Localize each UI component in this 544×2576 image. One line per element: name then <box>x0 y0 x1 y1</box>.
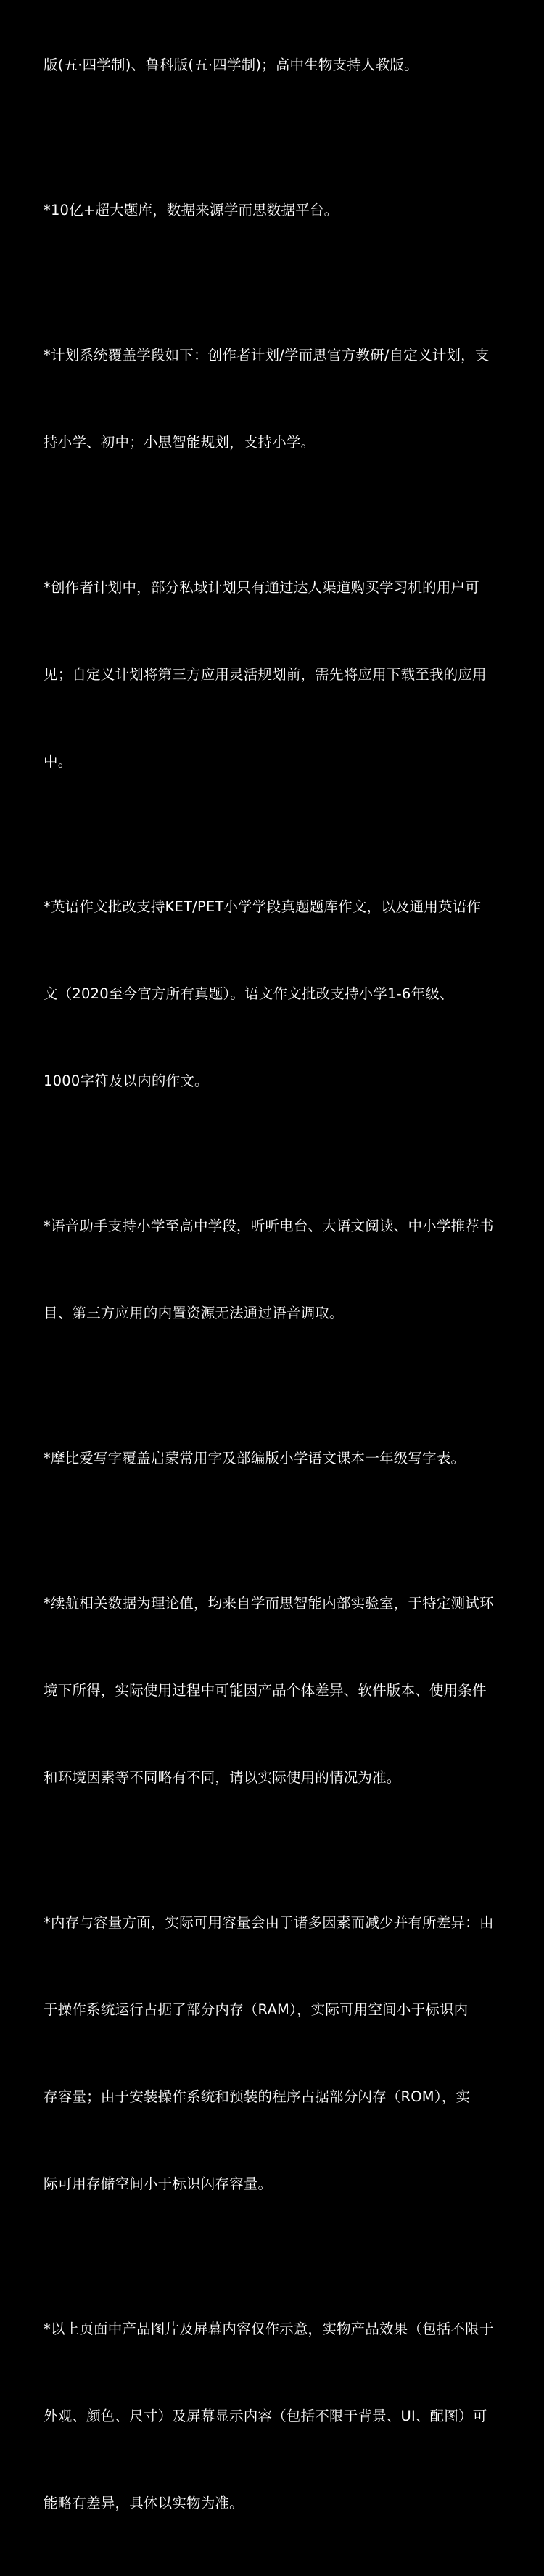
note-line: 际可用存储空间小于标识闪存容量。 <box>44 2175 273 2192</box>
note-line: *以上页面中产品图片及屏幕内容仅作示意，实物产品效果（包括不限于 <box>44 2321 494 2337</box>
note-line: *内存与容量方面，实际可用容量会由于诸多因素而减少并有所差异：由 <box>44 1914 494 1931</box>
note-line: 于操作系统运行占据了部分内存（RAM），实际可用空间小于标识内 <box>44 2001 469 2018</box>
note-line: 1000字符及以内的作文。 <box>44 1072 209 1089</box>
note-line: *计划系统覆盖学段如下：创作者计划/学而思官方教研/自定义计划，支 <box>44 347 490 364</box>
note-line: 存容量；由于安装操作系统和预装的程序占据部分闪存（ROM），实 <box>44 2088 471 2105</box>
note-voice-assistant <box>44 1154 502 1386</box>
note-question-bank <box>44 138 502 283</box>
note-line: 文（2020至今官方所有真题）。语文作文批改支持小学1-6年级、 <box>44 985 454 1002</box>
note-essay-correction <box>44 834 502 1154</box>
note-line: *创作者计划中，部分私域计划只有通过达人渠道购买学习机的用户可 <box>44 579 479 596</box>
note-line: *续航相关数据为理论值，均来自学而思智能内部实验室，于特定测试环 <box>44 1595 494 1612</box>
note-line: 持小学、初中；小思智能规划，支持小学。 <box>44 434 316 451</box>
note-line: 目、第三方应用的内置资源无法通过语音调取。 <box>44 1305 344 1321</box>
note-line: *10亿+超大题库，数据来源学而思数据平台。 <box>44 202 339 218</box>
note-line: 境下所得，实际使用过程中可能因产品个体差异、软件版本、使用条件 <box>44 1682 487 1699</box>
note-image-illustration <box>44 2257 502 2576</box>
note-writing <box>44 1386 502 1531</box>
note-line: 版(五·四学制)、鲁科版(五·四学制)；高中生物支持人教版。 <box>44 57 419 73</box>
note-battery-life <box>44 1531 502 1850</box>
note-line: *摩比爱写字覆盖启蒙常用字及部编版小学语文课本一年级写字表。 <box>44 1450 466 1467</box>
note-memory-capacity <box>44 1850 502 2257</box>
note-line: 和环境因素等不同略有不同，请以实际使用的情况为准。 <box>44 1769 401 1786</box>
disclaimer-notes <box>44 0 502 2576</box>
note-line: 外观、颜色、尺寸）及屏幕显示内容（包括不限于背景、UI、配图）可 <box>44 2408 487 2424</box>
note-line: 中。 <box>44 753 73 770</box>
note-line: *语音助手支持小学至高中学段，听听电台、大语文阅读、中小学推荐书 <box>44 1218 494 1234</box>
note-textbook-versions <box>44 0 502 138</box>
note-line: *英语作文批改支持KET/PET小学学段真题题库作文，以及通用英语作 <box>44 898 482 915</box>
note-line: 见；自定义计划将第三方应用灵活规划前，需先将应用下载至我的应用 <box>44 666 487 683</box>
note-plan-system <box>44 283 502 515</box>
note-line: 能略有差异，具体以实物为准。 <box>44 2495 244 2511</box>
note-creator-plan <box>44 515 502 834</box>
